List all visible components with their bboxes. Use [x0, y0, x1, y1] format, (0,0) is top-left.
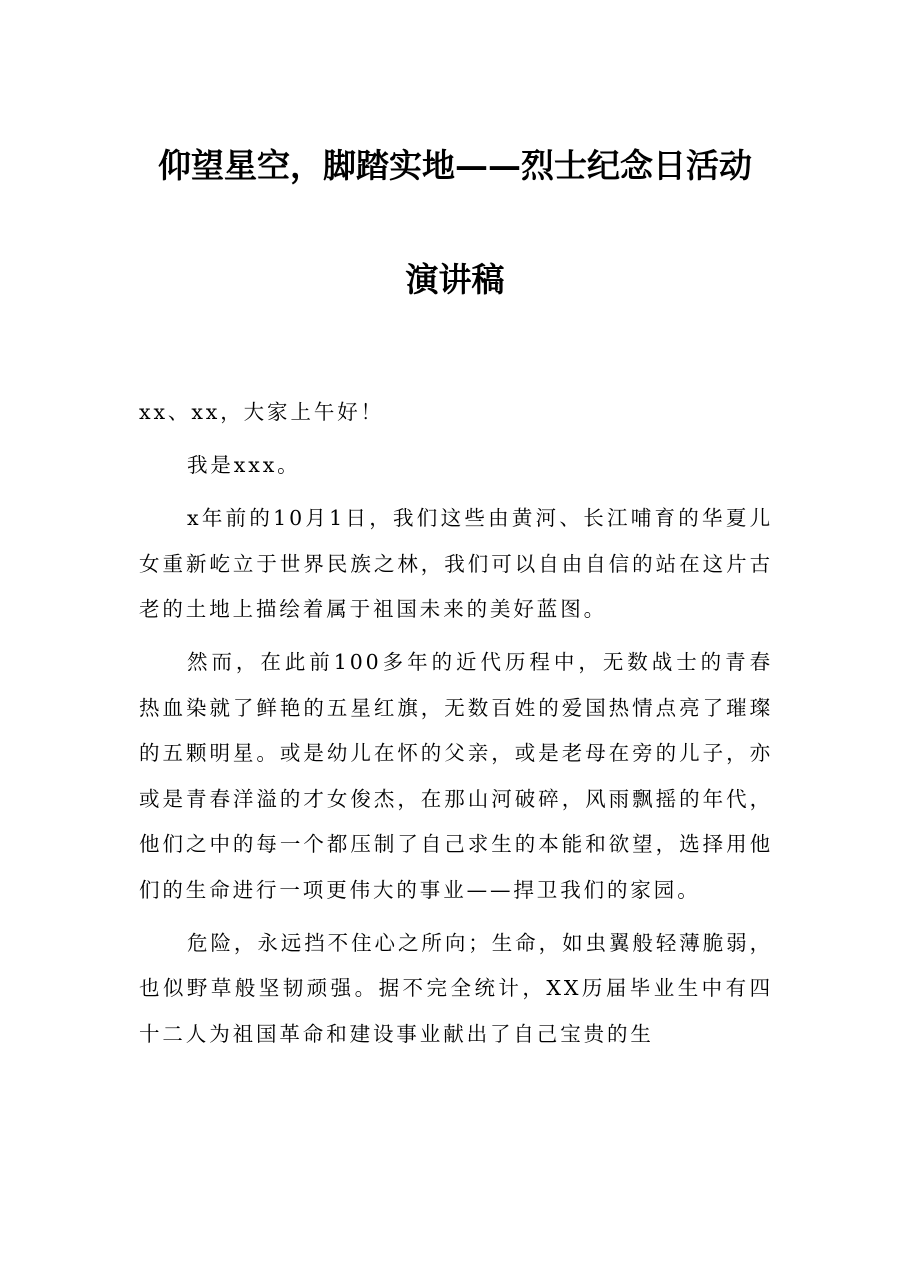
body-paragraph: 危险，永远挡不住心之所向；生命，如虫翼般轻薄脆弱，也似野草般坚韧顽强。据不完全统计，XX历届毕业生中有四十二人为祖国革命和建设事业献出了自己宝贵的生	[139, 930, 773, 1046]
document-title-line-1: 仰望星空，脚踏实地——烈士纪念日活动	[158, 146, 752, 185]
document-body	[139, 390, 773, 1065]
document-title-line-2: 演讲稿	[405, 260, 505, 299]
body-paragraph: 然而，在此前100多年的近代历程中，无数战士的青春热血染就了鲜艳的五星红旗，无数百姓的爱国热情点亮了璀璨的五颗明星。或是幼儿在怀的父亲，或是老母在旁的儿子，亦或是青春洋溢的才女俊杰，在那山河破碎，风雨飘摇的年代，他们之中的每一个都压制了自己求生的本能和欲望，选择用他们的生命进行一项更伟大的事业——捍卫我们的家园。	[139, 650, 773, 902]
body-paragraph: x年前的10月1日，我们这些由黄河、长江哺育的华夏儿女重新屹立于世界民族之林，我们可以自由自信的站在这片古老的土地上描绘着属于祖国未来的美好蓝图。	[139, 506, 773, 621]
greeting-paragraph: xx、xx，大家上午好！	[139, 400, 385, 424]
body-paragraph: 我是xxx。	[187, 453, 301, 477]
